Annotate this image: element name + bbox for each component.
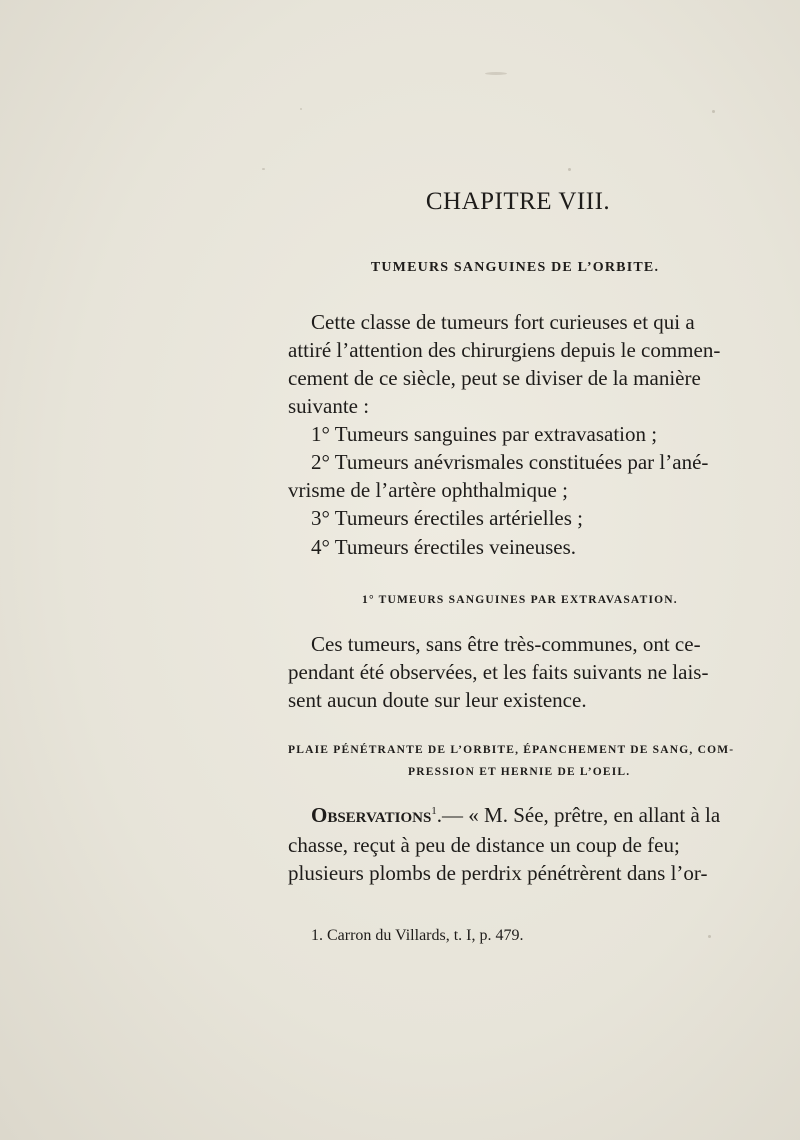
list-item: vrisme de l’artère ophthalmique ; — [288, 478, 568, 502]
intro-line: Cette classe de tumeurs fort curieuses et qui a — [311, 310, 695, 334]
subsection-line: pendant été observées, et les faits suivants ne lais- — [288, 660, 709, 684]
bleed-mark — [262, 168, 265, 170]
footnote-marker: 1 — [431, 805, 437, 817]
observation-line: chasse, reçut à peu de distance un coup de feu; — [288, 833, 680, 857]
bleed-mark — [485, 72, 507, 75]
intro-line: cement de ce siècle, peut se diviser de la manière — [288, 366, 701, 390]
footnote: 1. Carron du Villards, t. I, p. 479. — [311, 927, 524, 944]
subsection-title: 1° TUMEURS SANGUINES PAR EXTRAVASATION. — [362, 594, 678, 606]
chapter-title: CHAPITRE VIII. — [425, 188, 611, 215]
case-heading-line: PLAIE PÉNÉTRANTE DE L’ORBITE, ÉPANCHEMENT DE SANG, COM- — [288, 744, 735, 756]
bleed-mark — [568, 168, 571, 171]
observation-text: .— « M. Sée, prêtre, en allant à la — [436, 803, 721, 827]
subsection-line: sent aucun doute sur leur existence. — [288, 688, 587, 712]
observation-line — [311, 803, 720, 828]
list-item: 3° Tumeurs érectiles artérielles ; — [311, 506, 583, 530]
bleed-mark — [300, 108, 302, 110]
list-item: 4° Tumeurs érectiles veineuses. — [311, 535, 577, 559]
bleed-mark — [712, 110, 715, 113]
intro-line: suivante : — [288, 394, 370, 418]
observation-line: plusieurs plombs de perdrix pénétrèrent dans l’or- — [288, 861, 708, 885]
list-item: 2° Tumeurs anévrismales constituées par l’ané- — [311, 450, 709, 474]
intro-line: attiré l’attention des chirurgiens depuis le commen- — [288, 338, 721, 362]
section-title: TUMEURS SANGUINES DE L’ORBITE. — [370, 260, 660, 275]
observations-label: Observations — [311, 803, 432, 827]
bleed-mark — [708, 935, 711, 938]
case-heading-line: PRESSION ET HERNIE DE L’OEIL. — [408, 766, 631, 778]
list-item: 1° Tumeurs sanguines par extravasation ; — [311, 422, 658, 446]
subsection-line: Ces tumeurs, sans être très-communes, ont ce- — [311, 632, 701, 656]
